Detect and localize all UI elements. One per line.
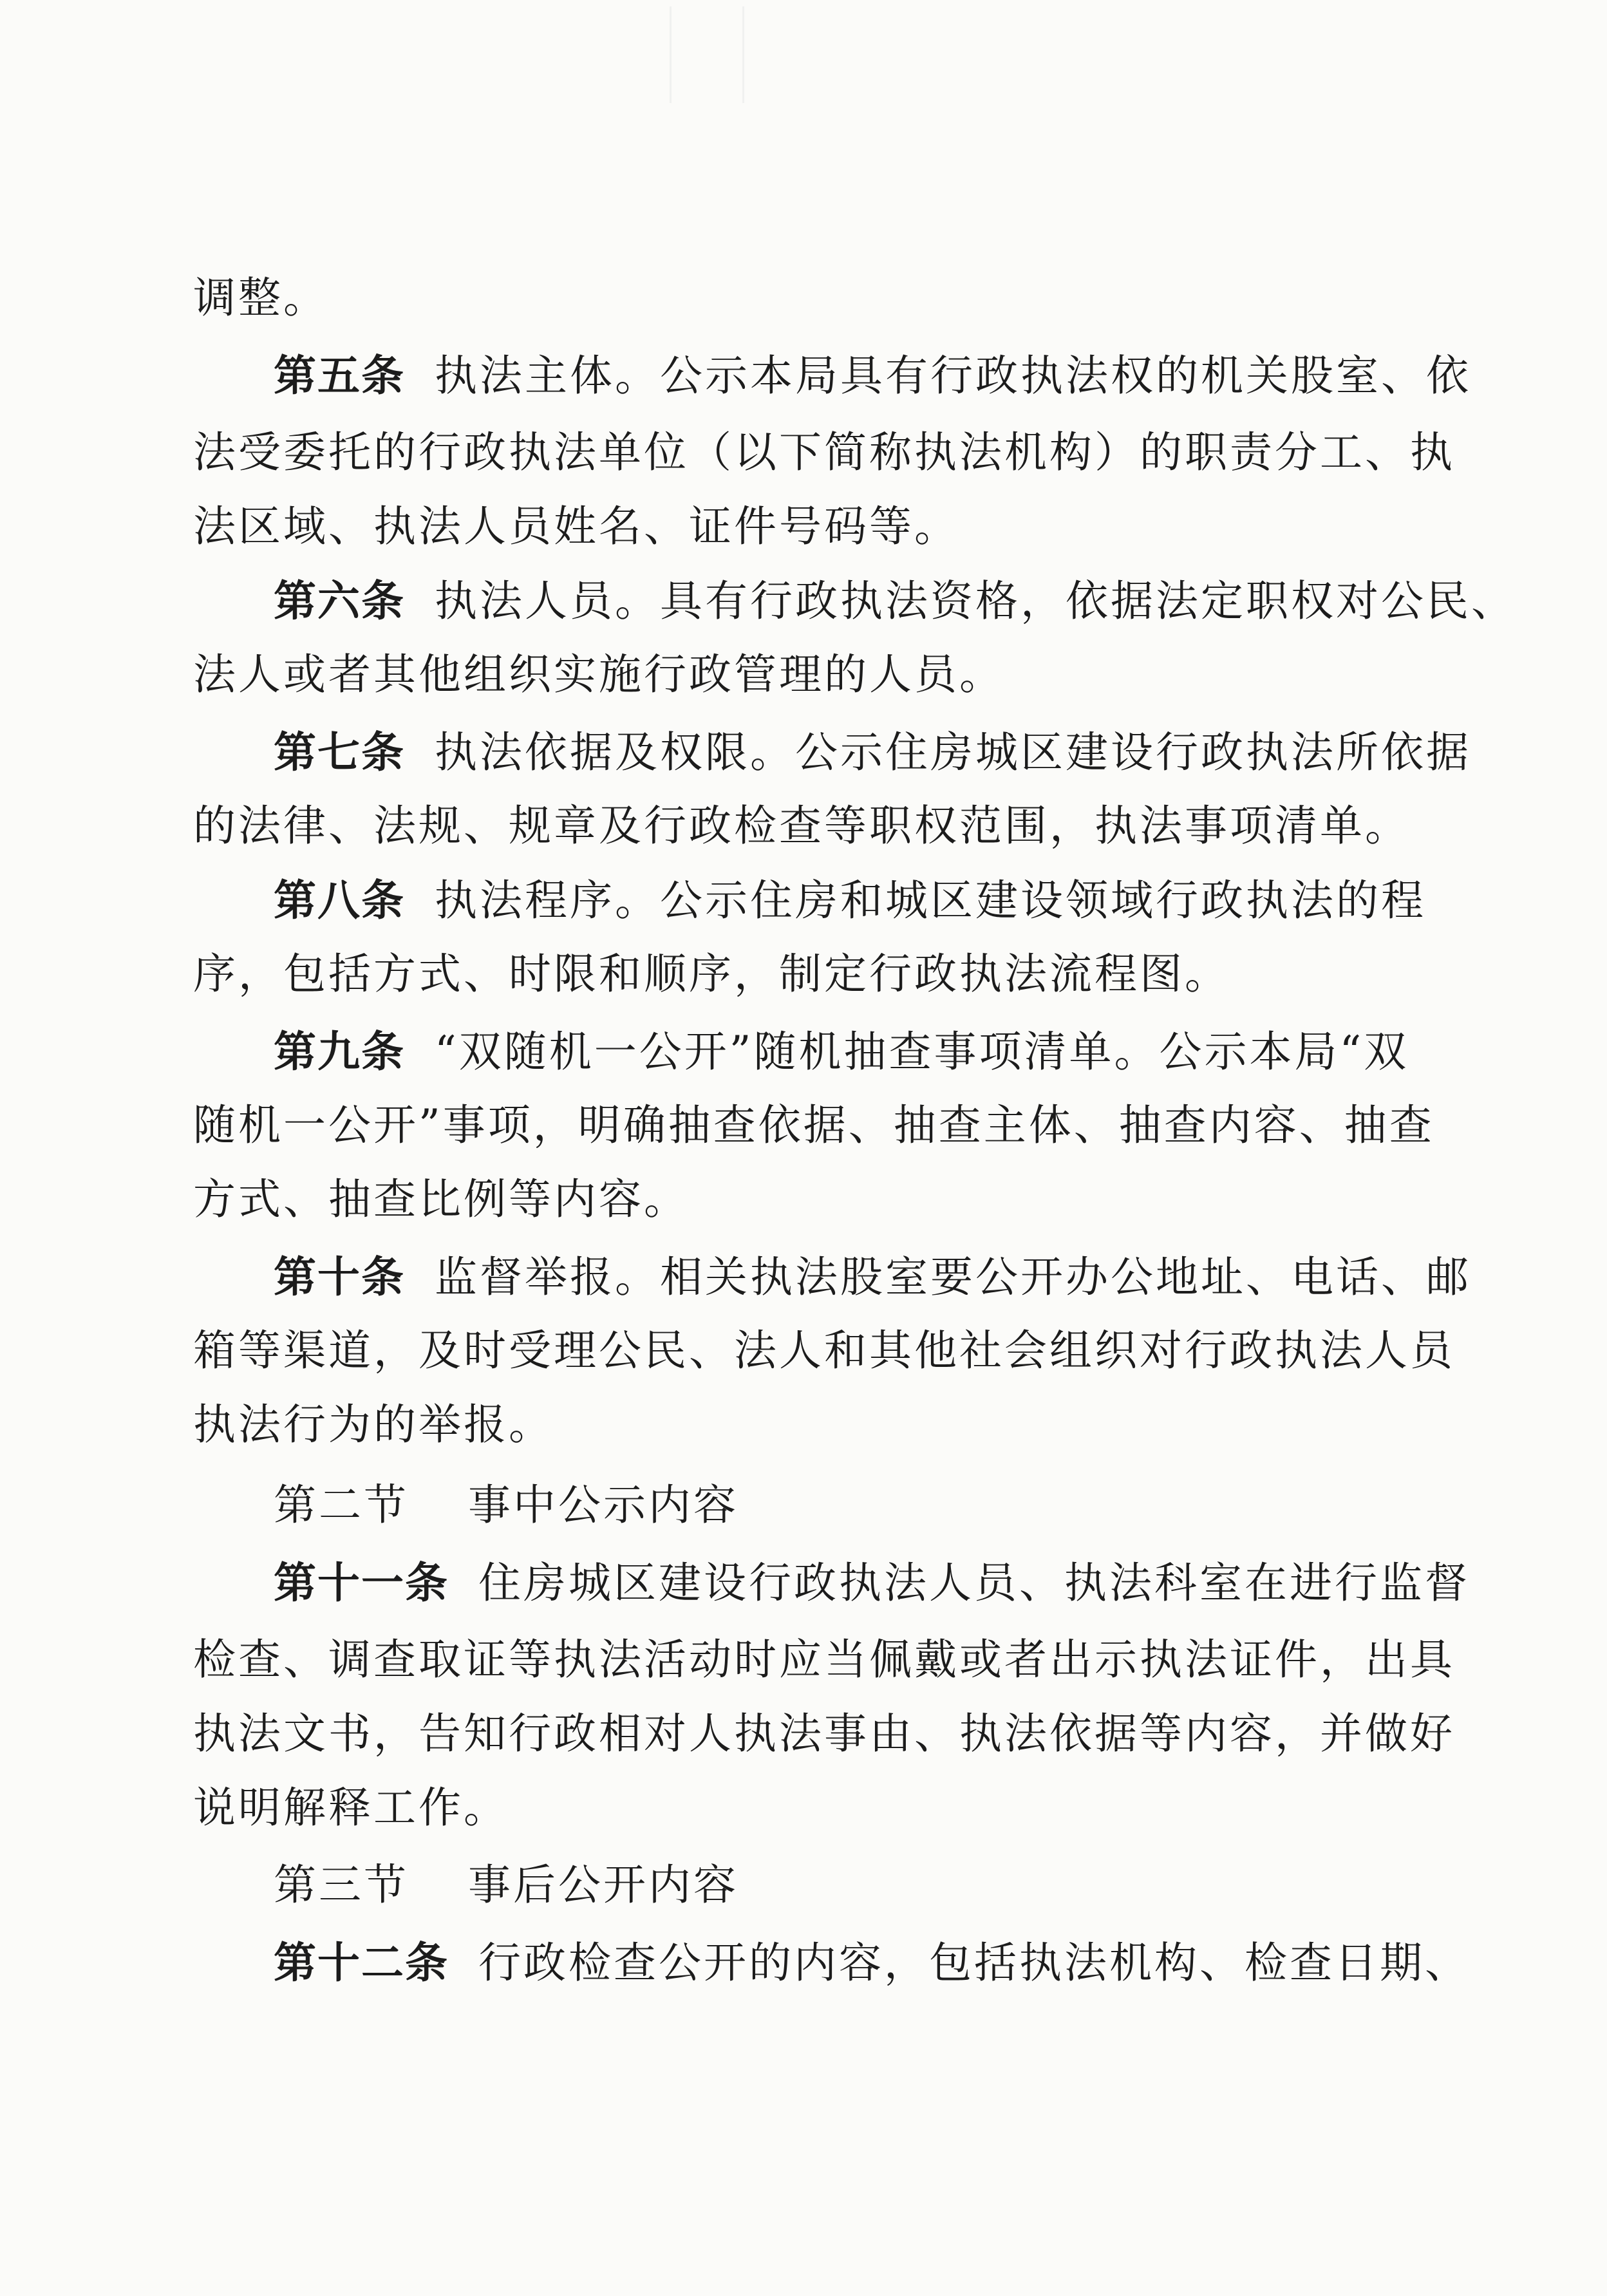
section-title: 事中公示内容 — [468, 1480, 738, 1530]
line-text: 法受委托的行政执法单位（以下简称执法机构）的职责分工、执 — [193, 428, 1455, 477]
text-line — [193, 949, 1416, 999]
text-line — [193, 1635, 1455, 1684]
section-number: 第三节 — [274, 1860, 409, 1910]
article-line — [274, 1026, 1497, 1077]
section-heading — [274, 1860, 1497, 1910]
article-line — [274, 875, 1497, 925]
line-text: 随机一公开”事项，明确抽查依据、抽查主体、抽查内容、抽查 — [193, 1100, 1434, 1150]
article-line — [274, 727, 1497, 777]
text-line — [193, 1326, 1455, 1375]
line-text: 执法依据及权限。公示住房城区建设行政执法所依据 — [435, 728, 1471, 777]
article-heading: 第十条 — [274, 1252, 405, 1302]
text-line — [193, 1783, 1416, 1832]
text-line — [193, 1100, 1434, 1150]
article-heading: 第五条 — [274, 350, 405, 400]
line-text: 的法律、法规、规章及行政检查等职权范围，执法事项清单。 — [193, 801, 1410, 851]
text-line — [193, 428, 1455, 477]
line-text: “双随机一公开”随机抽查事项清单。公示本局“双 — [435, 1027, 1409, 1077]
line-text: 执法文书，告知行政相对人执法事由、执法依据等内容，并做好 — [193, 1709, 1455, 1758]
line-text: 执法主体。公示本局具有行政执法权的机关股室、依 — [435, 351, 1471, 400]
section-heading — [274, 1480, 1497, 1530]
line-text: 法人或者其他组织实施行政管理的人员。 — [193, 650, 1004, 699]
article-heading: 第十二条 — [274, 1937, 449, 1988]
section-number: 第二节 — [274, 1480, 409, 1530]
text-line — [193, 650, 1416, 699]
line-text: 监督举报。相关执法股室要公开办公地址、电话、邮 — [435, 1252, 1471, 1302]
line-text: 序，包括方式、时限和顺序，制定行政执法流程图。 — [193, 949, 1230, 999]
line-text: 检查、调查取证等执法活动时应当佩戴或者出示执法证件，出具 — [193, 1635, 1455, 1684]
section-title: 事后公开内容 — [468, 1860, 738, 1910]
article-heading: 第八条 — [274, 875, 405, 925]
line-text: 住房城区建设行政执法人员、执法科室在进行监督 — [478, 1558, 1470, 1608]
line-text: 说明解释工作。 — [193, 1783, 509, 1832]
article-line — [274, 576, 1516, 626]
article-line — [274, 1557, 1497, 1608]
line-text: 执法程序。公示住房和城区建设领域行政执法的程 — [435, 876, 1426, 925]
text-line — [193, 1400, 1416, 1449]
text-line — [193, 502, 1416, 551]
article-heading: 第七条 — [274, 727, 405, 777]
line-text: 行政检查公开的内容，包括执法机构、检查日期、 — [478, 1938, 1470, 1988]
article-heading: 第十一条 — [274, 1557, 449, 1608]
line-text: 箱等渠道，及时受理公民、法人和其他社会组织对行政执法人员 — [193, 1326, 1455, 1375]
scan-mark — [670, 6, 744, 103]
line-text: 执法行为的举报。 — [193, 1400, 554, 1449]
line-text: 方式、抽查比例等内容。 — [193, 1174, 689, 1224]
article-line — [274, 1937, 1497, 1988]
text-line — [193, 801, 1416, 851]
text-line — [193, 1709, 1455, 1758]
line-text: 执法人员。具有行政执法资格，依据法定职权对公民、 — [435, 576, 1516, 626]
article-line — [274, 1252, 1497, 1302]
text-line — [193, 273, 1416, 323]
article-heading: 第九条 — [274, 1026, 405, 1077]
article-heading: 第六条 — [274, 576, 405, 626]
article-line — [274, 350, 1497, 400]
text-line — [193, 1174, 1416, 1224]
line-text: 法区域、执法人员姓名、证件号码等。 — [193, 502, 959, 551]
line-text: 调整。 — [193, 273, 328, 323]
